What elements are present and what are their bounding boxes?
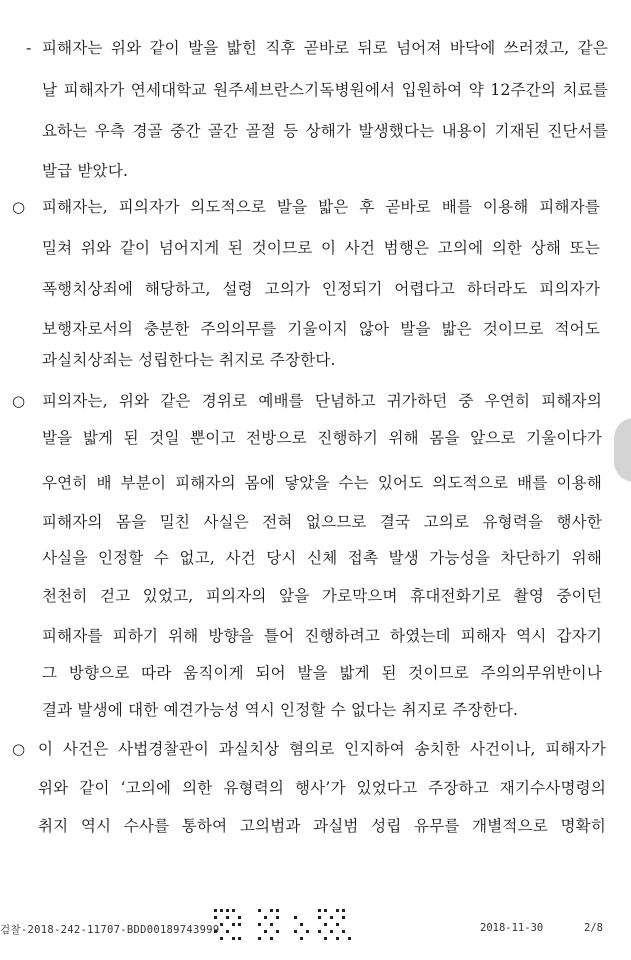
text-line: 보행자로서의 충분한 주의의무를 기울이지 않아 발을 밟은 것이므로 적어도 <box>42 320 600 338</box>
circle-bullet-icon: ○ <box>12 392 26 410</box>
barcode-image <box>212 906 362 946</box>
circle-bullet-icon: ○ <box>12 740 26 758</box>
text-line: 위와 같이 ‘고의에 의한 유형력의 행사’가 있었다고 주장하고 재기수사명령의 <box>38 779 606 797</box>
text-line: 피해자를 피하기 위해 방향을 틀어 진행하려고 하였는데 피해자 역시 갑자기 <box>42 627 602 645</box>
text-line: 발급 받았다. <box>42 162 129 180</box>
text-line: 천천히 걷고 있었고, 피의자의 앞을 가로막으며 휴대전화기로 촬영 중이던 <box>42 587 602 605</box>
circle-bullet-icon: ○ <box>12 198 26 216</box>
text-line: 사실을 인정할 수 없고, 사건 당시 신체 접촉 발생 가능성을 차단하기 위해 <box>42 549 602 567</box>
text-line: 폭행치상죄에 해당하고, 설령 고의가 인정되기 어렵다고 하더라도 피의자가 <box>42 280 600 298</box>
footer-document-id: 검찰-2018-242-11707-BDD00189743999 <box>0 924 220 936</box>
footer-date: 2018-11-30 <box>480 922 544 934</box>
text-line: 발을 밟게 된 것일 뿐이고 전방으로 진행하기 위해 몸을 앞으로 기울이다가 <box>42 429 602 447</box>
footer-page-number: 2/8 <box>584 922 603 934</box>
text-line: 요하는 우측 경골 중간 골간 골절 등 상해가 발생했다는 내용이 기재된 진단서를 <box>42 122 608 140</box>
text-line: 피해자의 몸을 밀친 사실은 전혀 없으므로 결국 고의로 유형력을 행사한 <box>42 513 602 531</box>
text-line: 취지 역시 수사를 통하여 고의범과 과실범 성립 유무를 개별적으로 명확히 <box>38 817 606 835</box>
text-line: 피의자는, 위와 같은 경위로 예배를 단념하고 귀가하던 중 우연히 피해자의 <box>42 392 602 410</box>
text-line: 피해자는, 피의자가 의도적으로 발을 밟은 후 곧바로 배를 이용해 피해자를 <box>42 198 600 216</box>
text-line: 그 방향으로 따라 움직이게 되어 발을 밟게 된 것이므로 주의의무위반이나 <box>42 664 602 682</box>
scroll-handle[interactable] <box>614 418 631 482</box>
text-line: 결과 발생에 대한 예견가능성 역시 인정할 수 없다는 취지로 주장한다. <box>42 701 519 719</box>
text-line: 밀쳐 위와 같이 넘어지게 된 것이므로 이 사건 범행은 고의에 의한 상해 또는 <box>42 239 600 257</box>
text-line: 우연히 배 부분이 피해자의 몸에 닿았을 수는 있어도 의도적으로 배를 이용해 <box>42 474 602 492</box>
text-line: 이 사건은 사법경찰관이 과실치상 혐의로 인지하여 송치한 사건이나, 피해자가 <box>38 740 606 758</box>
text-line: 날 피해자가 연세대학교 원주세브란스기독병원에서 입원하여 약 12주간의 치료를 <box>42 81 608 99</box>
text-line: 피해자는 위와 같이 발을 밟힌 직후 곧바로 뒤로 넘어져 바닥에 쓰러졌고, 같은 <box>42 39 608 57</box>
dash-marker: - <box>26 39 32 57</box>
text-line: 과실치상죄는 성립한다는 취지로 주장한다. <box>42 351 336 369</box>
